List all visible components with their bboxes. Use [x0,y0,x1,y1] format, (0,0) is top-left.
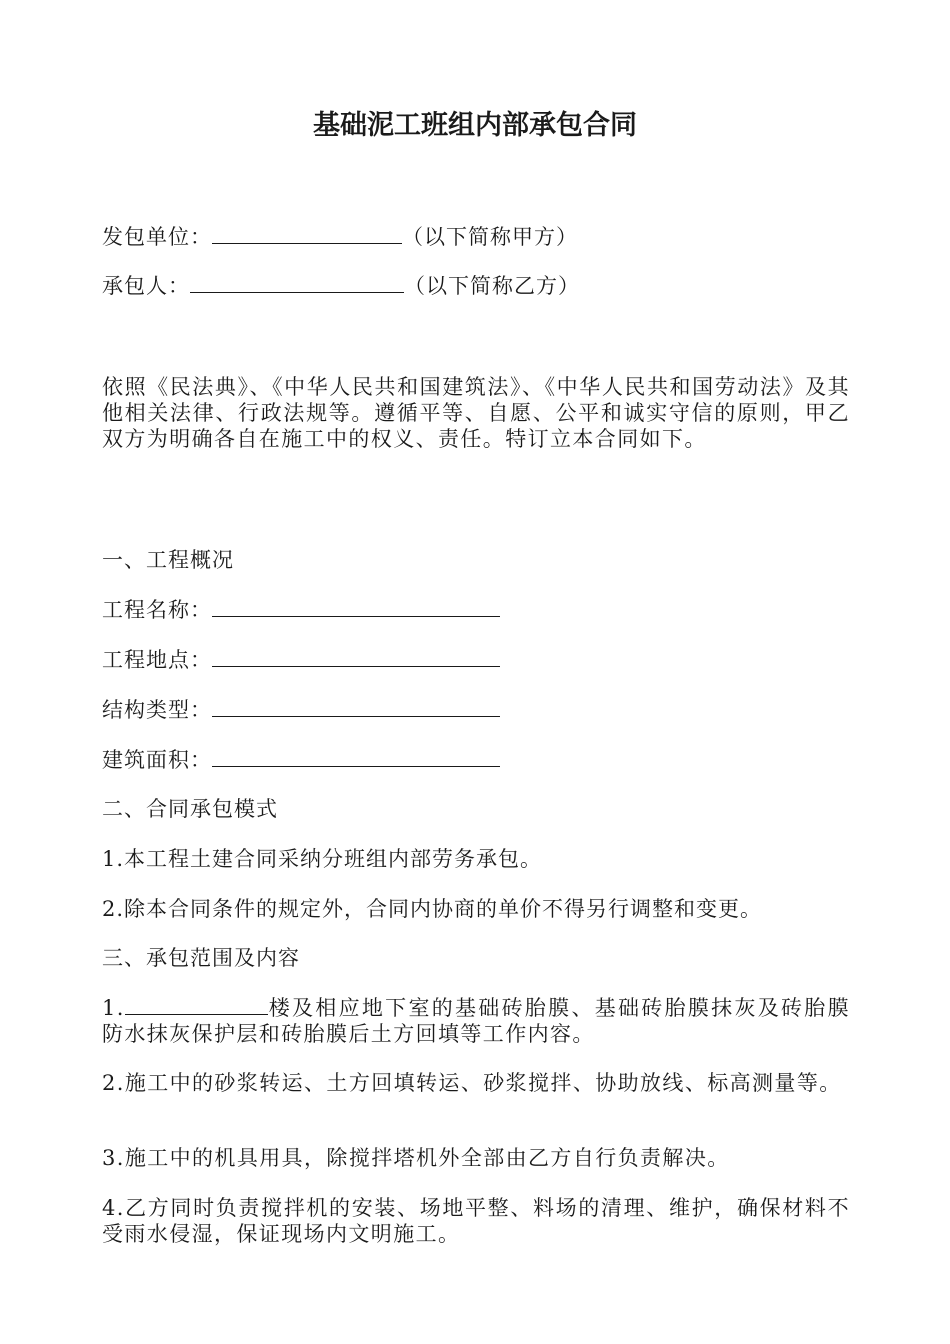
contractor-blank [212,224,402,244]
subcontractor-line [102,273,580,300]
section2-item-2: 2.除本合同条件的规定外，合同内协商的单价不得另行调整和变更。 [102,897,763,921]
field-structure-type [102,697,500,724]
section1-heading: 一、工程概况 [102,548,234,572]
field-blank [212,697,500,717]
field-label: 工程名称： [102,598,212,622]
field-blank [212,747,500,767]
section3-item-1 [102,995,850,1047]
section3-item-2: 2.施工中的砂浆转运、土方回填转运、砂浆搅拌、协助放线、标高测量等。 [102,1071,842,1095]
building-blank [125,995,268,1015]
subcontractor-suffix: （以下简称乙方） [404,274,580,298]
field-label: 工程地点： [102,648,212,672]
field-blank [212,647,500,667]
field-building-area [102,747,500,774]
item-text: 楼及相应地下室的基础砖胎膜、基础砖胎膜抹灰及砖胎膜防水抹灰保护层和砖胎膜后土方回填等工作内容。 [102,996,850,1046]
field-label: 建筑面积： [102,748,212,772]
section3-heading: 三、承包范围及内容 [102,946,300,970]
preamble-paragraph: 依照《民法典》、《中华人民共和国建筑法》、《中华人民共和国劳动法》及其他相关法律、行政法规等。遵循平等、自愿、公平和诚实守信的原则，甲乙双方为明确各自在施工中的权义、责任。特订立本合同如下。 [102,375,850,451]
field-blank [212,597,500,617]
section3-item-3: 3.施工中的机具用具，除搅拌塔机外全部由乙方自行负责解决。 [102,1146,730,1170]
document-title: 基础泥工班组内部承包合同 [313,110,637,141]
field-project-name [102,597,500,624]
contractor-suffix: （以下简称甲方） [402,225,578,249]
item-number: 1. [102,996,125,1020]
contractor-label: 发包单位： [102,225,212,249]
subcontractor-label: 承包人： [102,274,190,298]
section3-item-4: 4.乙方同时负责搅拌机的安装、场地平整、料场的清理、维护，确保材料不受雨水侵湿，保证现场内文明施工。 [102,1196,850,1246]
section2-item-1: 1.本工程土建合同采纳分班组内部劳务承包。 [102,847,543,871]
subcontractor-blank [190,273,404,293]
section2-heading: 二、合同承包模式 [102,797,278,821]
field-project-location [102,647,500,674]
contractor-line [102,224,578,251]
field-label: 结构类型： [102,698,212,722]
